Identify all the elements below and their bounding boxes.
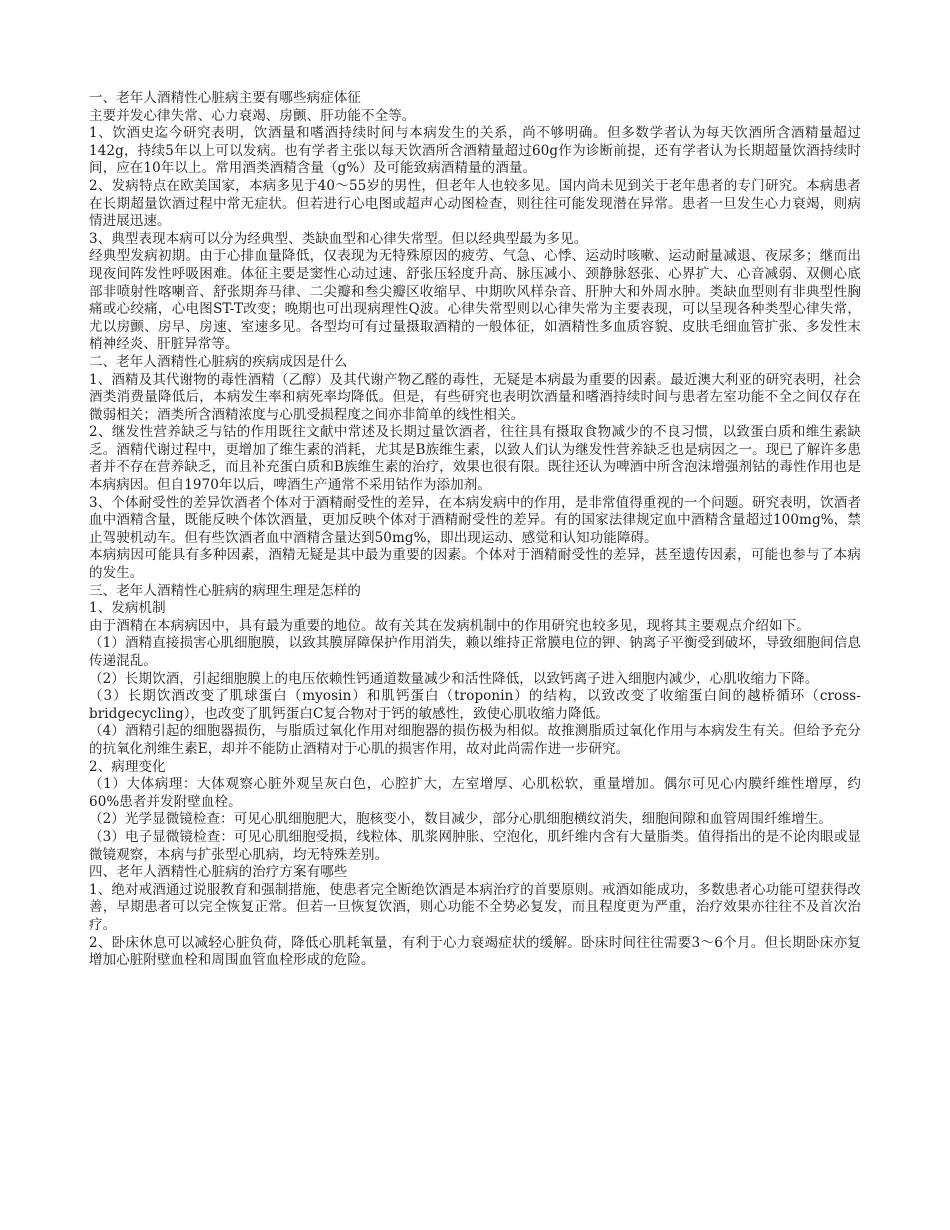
paragraph: 2、发病特点在欧美国家，本病多见于40～55岁的男性，但老年人也较多见。国内尚未见到关于老年患者的专门研究。本病患者在长期超量饮酒过程中常无症状。但若进行心电图或超声心动图检查，则往往可能发现潜在异常。患者一旦发生心力衰竭，则病情进展迅速。 <box>89 177 861 230</box>
paragraph: （2）长期饮酒，引起细胞膜上的电压依赖性钙通道数量减少和活性降低，以致钙离子进入细胞内减少，心肌收缩力下降。 <box>89 670 819 687</box>
paragraph: （3）长期饮酒改变了肌球蛋白（myosin）和肌钙蛋白（troponin）的结构，以致改变了收缩蛋白间的越桥循环（cross-bridgecycling），也改变了肌钙蛋白C复合物对于钙的敏感性，致使心肌收缩力降低。 <box>89 688 861 722</box>
paragraph: （4）酒精引起的细胞器损伤，与脂质过氧化作用对细胞器的损伤极为相似。故推测脂质过氧化作用与本病发生有关。但给予充分的抗氧化剂维生素E，却并不能防止酒精对于心肌的损害作用，故对此尚需作进一步研究。 <box>89 723 861 757</box>
paragraph: 主要并发心律失常、心力衰竭、房颤、肝功能不全等。 <box>89 107 416 124</box>
paragraph: 2、卧床休息可以减轻心脏负荷，降低心肌耗氧量，有利于心力衰竭症状的缓解。卧床时间往往需要3～6个月。但长期卧床亦复增加心脏附壁血栓和周围血管血栓形成的危险。 <box>89 934 861 969</box>
paragraph: 1、酒精及其代谢物的毒性酒精（乙醇）及其代谢产物乙醛的毒性，无疑是本病最为重要的因素。最近澳大利亚的研究表明，社会酒类消费量降低后，本病发生率和病死率均降低。但是，有些研究也表明饮酒量和嗜酒持续时间与患者左室功能不全之间仅存在微弱相关；酒类所含酒精浓度与心肌受损程度之间亦非简单的线性相关。 <box>89 371 861 423</box>
paragraph: 1、绝对戒酒通过说服教育和强制措施，使患者完全断绝饮酒是本病治疗的首要原则。戒酒如能成功，多数患者心功能可望获得改善，早期患者可以完全恢复正常。但若一旦恢复饮酒，则心功能不全势必复发，而且程度更为严重，治疗效果亦往往不及首次治疗。 <box>89 881 861 933</box>
subheading: 2、病理变化 <box>89 758 166 775</box>
paragraph: 由于酒精在本病病因中，具有最为重要的地位。故有关其在发病机制中的作用研究也较多见，现将其主要观点介绍如下。 <box>89 617 810 634</box>
document-body <box>89 90 861 970</box>
paragraph: （1）酒精直接损害心肌细胞膜，以致其膜屏障保护作用消失，赖以维持正常膜电位的钾、钠离子平衡受到破坏，导致细胞间信息传递混乱。 <box>89 635 861 669</box>
paragraph: （1）大体病理：大体观察心脏外观呈灰白色，心腔扩大，左室增厚、心肌松软，重量增加。偶尔可见心内膜纤维性增厚，约60%患者并发附壁血栓。 <box>89 776 861 810</box>
paragraph: 本病病因可能具有多种因素，酒精无疑是其中最为重要的因素。个体对于酒精耐受性的差异，甚至遗传因素，可能也参与了本病的发生。 <box>89 547 861 582</box>
paragraph: 经典型发病初期。由于心排血量降低，仅表现为无特殊原因的疲劳、气急、心悸、运动时咳嗽、运动耐量减退、夜尿多；继而出现夜间阵发性呼吸困难。体征主要是窦性心动过速、舒张压轻度升高、脉压减小、颈静脉怒张、心界扩大、心音减弱、双侧心底部非喷射性喀喇音、舒张期奔马律、二尖瓣和叁尖瓣区收缩早、中期吹风样杂音、肝肿大和外周水肿。类缺血型则有非典型性胸痛或心绞痛，心电图ST-T改变；晚期也可出现病理性Q波。心律失常型则以心律失常为主要表现，可以呈现各种类型心律失常，尤以房颤、房早、房速、室速多见。各型均可有过量摄取酒精的一般体征，如酒精性多血质容貌、皮肤毛细血管扩张、多发性末梢神经炎、肝脏异常等。 <box>89 248 861 353</box>
paragraph: （2）光学显微镜检查：可见心肌细胞肥大，胞核变小，数目减少，部分心肌细胞横纹消失，细胞间隙和血管周围纤维增生。 <box>89 811 833 828</box>
heading-section-4: 四、老年人酒精性心脏病的治疗方案有哪些 <box>89 864 348 881</box>
heading-section-1: 一、老年人酒精性心脏病主要有哪些病症体征 <box>89 90 361 106</box>
paragraph: （3）电子显微镜检查：可见心肌细胞受损，线粒体、肌浆网肿胀、空泡化，肌纤维内含有大量脂类。值得指出的是不论肉眼或显微镜观察，本病与扩张型心肌病，均无特殊差别。 <box>89 828 861 863</box>
heading-section-3: 三、老年人酒精性心脏病的病理生理是怎样的 <box>89 582 361 599</box>
paragraph: 3、个体耐受性的差异饮酒者个体对于酒精耐受性的差异，在本病发病中的作用，是非常值得重视的一个问题。研究表明，饮酒者血中酒精含量，既能反映个体饮酒量，更加反映个体对于酒精耐受性的差异。有的国家法律规定血中酒精含量超过100mg%，禁止驾驶机动车。但有些饮酒者血中酒精含量达到50mg%，即出现运动、感觉和认知功能障碍。 <box>89 494 861 546</box>
paragraph: 1、饮酒史迄今研究表明，饮酒量和嗜酒持续时间与本病发生的关系，尚不够明确。但多数学者认为每天饮酒所含酒精量超过142g，持续5年以上可以发病。也有学者主张以每天饮酒所含酒精量超过60g作为诊断前提，还有学者认为长期超量饮酒持续时间，应在10年以上。常用酒类酒精含量（g%）及可能致病酒精量的酒量。 <box>89 125 861 177</box>
heading-section-2: 二、老年人酒精性心脏病的疾病成因是什么 <box>89 353 348 370</box>
paragraph: 3、典型表现本病可以分为经典型、类缺血型和心律失常型。但以经典型最为多见。 <box>89 230 588 247</box>
paragraph: 2、继发性营养缺乏与钴的作用既往文献中常述及长期过量饮酒者，往往具有摄取食物减少的不良习惯，以致蛋白质和维生素缺乏。酒精代谢过程中，更增加了维生素的消耗，尤其是B族维生素，以致人们认为继发性营养缺乏也是病因之一。现已了解许多患者并不存在营养缺乏，而且补充蛋白质和B族维生素的治疗，效果也很有限。既往还认为啤酒中所含泡沫增强剂钴的毒性作用也是本病病因。但自1970年以后，啤酒生产通常不采用钴作为添加剂。 <box>89 424 861 494</box>
subheading: 1、发病机制 <box>89 600 166 617</box>
